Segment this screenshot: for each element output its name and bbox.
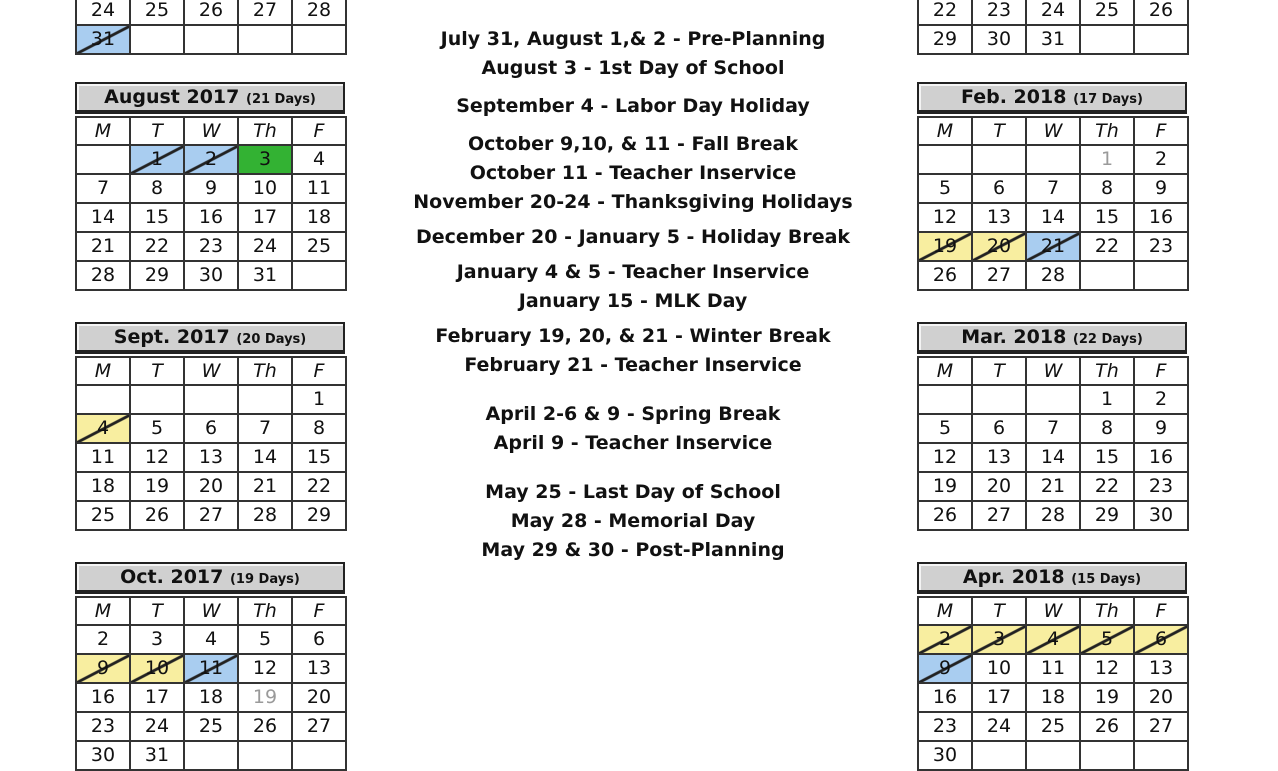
weekday-label: Th — [238, 597, 292, 625]
day-cell: 10 — [972, 654, 1026, 683]
school-days-count: (20 Days) — [236, 332, 307, 347]
day-cell: 8 — [1080, 414, 1134, 443]
day-cell: 27 — [238, 0, 292, 25]
day-cell: 25 — [76, 501, 130, 530]
day-cell: 19 — [1080, 683, 1134, 712]
event-item: February 21 - Teacher Inservice — [464, 354, 802, 376]
event-item: January 4 & 5 - Teacher Inservice — [456, 261, 810, 283]
day-cell: 20 — [292, 683, 346, 712]
day-cell: 24 — [972, 712, 1026, 741]
day-cell: 26 — [918, 261, 972, 290]
day-cell: 28 — [1026, 501, 1080, 530]
weekday-header-row — [918, 117, 1188, 145]
day-cell: 27 — [292, 712, 346, 741]
day-cell: 28 — [1026, 261, 1080, 290]
calendar-grid — [917, 0, 1189, 55]
event-spacer — [375, 458, 891, 478]
weekday-header-row — [76, 357, 346, 385]
weekday-header-row — [76, 117, 346, 145]
weekday-label: F — [292, 357, 346, 385]
empty-day-cell — [292, 741, 346, 770]
week-row — [918, 145, 1188, 174]
calendar-april-2018 — [917, 562, 1187, 771]
day-cell: 24 — [1026, 0, 1080, 25]
weekday-label: F — [292, 597, 346, 625]
empty-day-cell — [184, 385, 238, 414]
week-row — [918, 712, 1188, 741]
day-cell: 17 — [972, 683, 1026, 712]
calendar-march-2018 — [917, 322, 1187, 531]
day-cell: 19 — [918, 472, 972, 501]
day-cell: 29 — [292, 501, 346, 530]
day-cell: 5 — [1080, 625, 1134, 654]
day-cell: 9 — [1134, 414, 1188, 443]
calendar-july-2017-fragment — [75, 0, 345, 55]
day-cell: 18 — [76, 472, 130, 501]
day-cell: 21 — [238, 472, 292, 501]
day-cell: 12 — [918, 443, 972, 472]
day-cell: 26 — [918, 501, 972, 530]
month-name: Oct. 2017 — [120, 566, 224, 588]
day-cell: 31 — [1026, 25, 1080, 54]
weekday-label: F — [1134, 117, 1188, 145]
day-cell: 10 — [130, 654, 184, 683]
event-item: July 31, August 1,& 2 - Pre-Planning — [440, 28, 826, 50]
day-cell: 25 — [1026, 712, 1080, 741]
day-cell: 13 — [972, 203, 1026, 232]
weekday-label: M — [76, 357, 130, 385]
day-cell: 18 — [1026, 683, 1080, 712]
weekday-label: W — [184, 117, 238, 145]
calendar-grid — [917, 116, 1189, 291]
week-row — [918, 0, 1188, 25]
weekday-label: W — [1026, 117, 1080, 145]
day-cell: 3 — [130, 625, 184, 654]
day-cell: 25 — [130, 0, 184, 25]
week-row — [76, 654, 346, 683]
day-cell: 21 — [1026, 232, 1080, 261]
day-cell: 4 — [292, 145, 346, 174]
event-item: September 4 - Labor Day Holiday — [456, 95, 810, 117]
day-cell: 8 — [130, 174, 184, 203]
day-cell: 24 — [238, 232, 292, 261]
month-name: August 2017 — [104, 86, 240, 108]
day-cell: 23 — [76, 712, 130, 741]
week-row — [76, 0, 346, 25]
school-days-count: (21 Days) — [246, 92, 316, 107]
day-cell: 6 — [972, 174, 1026, 203]
weekday-header-row — [918, 597, 1188, 625]
day-cell: 25 — [292, 232, 346, 261]
day-cell: 7 — [1026, 414, 1080, 443]
event-item: August 3 - 1st Day of School — [481, 57, 785, 79]
empty-day-cell — [972, 145, 1026, 174]
week-row — [76, 472, 346, 501]
day-cell: 20 — [972, 232, 1026, 261]
week-row — [76, 203, 346, 232]
week-row — [76, 683, 346, 712]
week-row — [918, 625, 1188, 654]
day-cell: 16 — [1134, 443, 1188, 472]
day-cell: 1 — [130, 145, 184, 174]
day-cell: 1 — [1080, 385, 1134, 414]
day-cell: 27 — [1134, 712, 1188, 741]
day-cell: 24 — [130, 712, 184, 741]
day-cell: 20 — [184, 472, 238, 501]
day-cell: 28 — [238, 501, 292, 530]
day-cell: 4 — [1026, 625, 1080, 654]
event-spacer — [375, 83, 891, 92]
day-cell: 16 — [76, 683, 130, 712]
day-cell: 2 — [184, 145, 238, 174]
day-cell: 23 — [184, 232, 238, 261]
empty-day-cell — [292, 261, 346, 290]
weekday-label: W — [184, 597, 238, 625]
day-cell: 7 — [76, 174, 130, 203]
calendar-september-2017 — [75, 322, 345, 531]
weekday-label: M — [918, 117, 972, 145]
day-cell: 19 — [130, 472, 184, 501]
event-item: February 19, 20, & 21 - Winter Break — [435, 325, 831, 347]
day-cell: 13 — [184, 443, 238, 472]
week-row — [918, 472, 1188, 501]
empty-day-cell — [238, 385, 292, 414]
week-row — [76, 414, 346, 443]
day-cell: 20 — [1134, 683, 1188, 712]
weekday-label: F — [1134, 357, 1188, 385]
day-cell: 14 — [76, 203, 130, 232]
event-item: May 29 & 30 - Post-Planning — [481, 539, 785, 561]
day-cell: 12 — [918, 203, 972, 232]
empty-day-cell — [1026, 741, 1080, 770]
empty-day-cell — [972, 385, 1026, 414]
day-cell: 18 — [184, 683, 238, 712]
day-cell: 13 — [1134, 654, 1188, 683]
day-cell: 22 — [1080, 472, 1134, 501]
day-cell: 9 — [184, 174, 238, 203]
day-cell: 16 — [918, 683, 972, 712]
weekday-label: W — [184, 357, 238, 385]
day-cell: 29 — [130, 261, 184, 290]
empty-day-cell — [1026, 385, 1080, 414]
empty-day-cell — [1080, 25, 1134, 54]
empty-day-cell — [1134, 25, 1188, 54]
day-cell: 14 — [238, 443, 292, 472]
day-cell: 27 — [972, 501, 1026, 530]
week-row — [918, 741, 1188, 770]
day-cell: 19 — [918, 232, 972, 261]
weekday-label: T — [972, 597, 1026, 625]
day-cell: 6 — [1134, 625, 1188, 654]
day-cell: 8 — [292, 414, 346, 443]
weekday-label: Th — [1080, 357, 1134, 385]
event-item: May 28 - Memorial Day — [510, 510, 756, 532]
calendar-february-2018 — [917, 82, 1187, 291]
event-item: April 2-6 & 9 - Spring Break — [485, 403, 781, 425]
day-cell: 22 — [918, 0, 972, 25]
day-cell: 13 — [972, 443, 1026, 472]
day-cell: 29 — [1080, 501, 1134, 530]
calendar-january-2018-fragment — [917, 0, 1187, 55]
month-name: Apr. 2018 — [962, 566, 1065, 588]
week-row — [918, 261, 1188, 290]
day-cell: 2 — [76, 625, 130, 654]
empty-day-cell — [76, 145, 130, 174]
empty-day-cell — [184, 741, 238, 770]
day-cell: 11 — [292, 174, 346, 203]
day-cell: 26 — [130, 501, 184, 530]
empty-day-cell — [130, 25, 184, 54]
month-title — [917, 82, 1187, 114]
week-row — [918, 25, 1188, 54]
day-cell: 9 — [76, 654, 130, 683]
week-row — [76, 261, 346, 290]
important-dates-list — [375, 25, 891, 565]
weekday-label: T — [130, 357, 184, 385]
day-cell: 5 — [238, 625, 292, 654]
weekday-header-row — [76, 597, 346, 625]
day-cell: 30 — [184, 261, 238, 290]
day-cell: 26 — [1080, 712, 1134, 741]
day-cell: 10 — [238, 174, 292, 203]
weekday-label: T — [972, 117, 1026, 145]
event-item: October 11 - Teacher Inservice — [469, 162, 797, 184]
day-cell: 5 — [130, 414, 184, 443]
day-cell: 16 — [1134, 203, 1188, 232]
day-cell: 15 — [1080, 203, 1134, 232]
day-cell: 30 — [918, 741, 972, 770]
day-cell: 11 — [1026, 654, 1080, 683]
week-row — [918, 654, 1188, 683]
week-row — [918, 501, 1188, 530]
day-cell: 17 — [238, 203, 292, 232]
day-cell: 12 — [130, 443, 184, 472]
week-row — [76, 741, 346, 770]
weekday-label: T — [130, 117, 184, 145]
day-cell: 26 — [1134, 0, 1188, 25]
empty-day-cell — [1080, 741, 1134, 770]
day-cell: 4 — [184, 625, 238, 654]
week-row — [76, 443, 346, 472]
day-cell: 8 — [1080, 174, 1134, 203]
week-row — [918, 232, 1188, 261]
day-cell: 1 — [292, 385, 346, 414]
empty-day-cell — [972, 741, 1026, 770]
empty-day-cell — [184, 25, 238, 54]
day-cell: 23 — [1134, 232, 1188, 261]
day-cell: 26 — [238, 712, 292, 741]
day-cell: 29 — [918, 25, 972, 54]
day-cell: 31 — [76, 25, 130, 54]
day-cell: 28 — [76, 261, 130, 290]
month-title — [917, 322, 1187, 354]
month-name: Mar. 2018 — [961, 326, 1067, 348]
week-row — [76, 145, 346, 174]
day-cell: 9 — [918, 654, 972, 683]
weekday-label: Th — [1080, 597, 1134, 625]
empty-day-cell — [918, 385, 972, 414]
empty-day-cell — [1134, 261, 1188, 290]
month-name: Feb. 2018 — [961, 86, 1067, 108]
day-cell: 27 — [972, 261, 1026, 290]
week-row — [76, 712, 346, 741]
day-cell: 11 — [184, 654, 238, 683]
day-cell: 2 — [1134, 145, 1188, 174]
calendar-august-2017 — [75, 82, 345, 291]
weekday-label: T — [130, 597, 184, 625]
day-cell: 21 — [76, 232, 130, 261]
calendar-grid — [75, 116, 347, 291]
day-cell: 5 — [918, 174, 972, 203]
day-cell: 21 — [1026, 472, 1080, 501]
day-cell: 9 — [1134, 174, 1188, 203]
week-row — [918, 414, 1188, 443]
event-item: May 25 - Last Day of School — [485, 481, 781, 503]
weekday-label: W — [1026, 357, 1080, 385]
day-cell: 6 — [972, 414, 1026, 443]
calendar-grid — [917, 356, 1189, 531]
day-cell: 31 — [238, 261, 292, 290]
school-days-count: (15 Days) — [1071, 572, 1142, 587]
day-cell: 27 — [184, 501, 238, 530]
empty-day-cell — [238, 25, 292, 54]
weekday-label: M — [76, 117, 130, 145]
empty-day-cell — [292, 25, 346, 54]
day-cell: 19 — [238, 683, 292, 712]
day-cell: 2 — [918, 625, 972, 654]
weekday-label: M — [918, 597, 972, 625]
event-item: April 9 - Teacher Inservice — [493, 432, 773, 454]
weekday-label: Th — [238, 357, 292, 385]
week-row — [76, 625, 346, 654]
weekday-label: M — [918, 357, 972, 385]
weekday-label: W — [1026, 597, 1080, 625]
event-item: January 15 - MLK Day — [518, 290, 748, 312]
event-item: November 20-24 - Thanksgiving Holidays — [413, 191, 853, 213]
empty-day-cell — [130, 385, 184, 414]
day-cell: 5 — [918, 414, 972, 443]
day-cell: 6 — [292, 625, 346, 654]
day-cell: 22 — [292, 472, 346, 501]
day-cell: 1 — [1080, 145, 1134, 174]
weekday-label: Th — [1080, 117, 1134, 145]
weekday-label: T — [972, 357, 1026, 385]
day-cell: 17 — [130, 683, 184, 712]
week-row — [76, 385, 346, 414]
calendar-grid — [75, 0, 347, 55]
week-row — [918, 443, 1188, 472]
weekday-label: M — [76, 597, 130, 625]
day-cell: 31 — [130, 741, 184, 770]
school-days-count: (22 Days) — [1072, 332, 1143, 347]
day-cell: 12 — [238, 654, 292, 683]
day-cell: 15 — [292, 443, 346, 472]
day-cell: 12 — [1080, 654, 1134, 683]
calendar-grid — [75, 596, 347, 771]
day-cell: 13 — [292, 654, 346, 683]
week-row — [918, 174, 1188, 203]
day-cell: 7 — [238, 414, 292, 443]
weekday-label: F — [292, 117, 346, 145]
day-cell: 2 — [1134, 385, 1188, 414]
event-item: December 20 - January 5 - Holiday Break — [415, 226, 851, 248]
week-row — [76, 232, 346, 261]
day-cell: 28 — [292, 0, 346, 25]
empty-day-cell — [1026, 145, 1080, 174]
day-cell: 14 — [1026, 203, 1080, 232]
day-cell: 25 — [184, 712, 238, 741]
empty-day-cell — [238, 741, 292, 770]
week-row — [76, 25, 346, 54]
month-title — [75, 562, 345, 594]
week-row — [918, 385, 1188, 414]
week-row — [918, 203, 1188, 232]
empty-day-cell — [1134, 741, 1188, 770]
school-days-count: (19 Days) — [229, 572, 300, 587]
event-spacer — [375, 121, 891, 130]
day-cell: 30 — [972, 25, 1026, 54]
day-cell: 23 — [972, 0, 1026, 25]
day-cell: 25 — [1080, 0, 1134, 25]
day-cell: 26 — [184, 0, 238, 25]
day-cell: 3 — [238, 145, 292, 174]
day-cell: 30 — [1134, 501, 1188, 530]
day-cell: 23 — [1134, 472, 1188, 501]
day-cell: 30 — [76, 741, 130, 770]
day-cell: 3 — [972, 625, 1026, 654]
school-days-count: (17 Days) — [1073, 92, 1143, 107]
week-row — [76, 174, 346, 203]
event-item: October 9,10, & 11 - Fall Break — [468, 133, 798, 155]
month-name: Sept. 2017 — [113, 326, 230, 348]
day-cell: 16 — [184, 203, 238, 232]
day-cell: 15 — [1080, 443, 1134, 472]
weekday-header-row — [918, 357, 1188, 385]
calendar-grid — [75, 356, 347, 531]
calendar-grid — [917, 596, 1189, 771]
event-spacer — [375, 380, 891, 400]
day-cell: 24 — [76, 0, 130, 25]
week-row — [918, 683, 1188, 712]
month-title — [917, 562, 1187, 594]
day-cell: 15 — [130, 203, 184, 232]
month-title — [75, 82, 345, 114]
empty-day-cell — [76, 385, 130, 414]
day-cell: 20 — [972, 472, 1026, 501]
calendar-october-2017 — [75, 562, 345, 771]
weekday-label: Th — [238, 117, 292, 145]
day-cell: 14 — [1026, 443, 1080, 472]
empty-day-cell — [1080, 261, 1134, 290]
empty-day-cell — [918, 145, 972, 174]
day-cell: 22 — [130, 232, 184, 261]
weekday-label: F — [1134, 597, 1188, 625]
month-title — [75, 322, 345, 354]
day-cell: 18 — [292, 203, 346, 232]
day-cell: 11 — [76, 443, 130, 472]
day-cell: 6 — [184, 414, 238, 443]
day-cell: 22 — [1080, 232, 1134, 261]
day-cell: 23 — [918, 712, 972, 741]
day-cell: 7 — [1026, 174, 1080, 203]
day-cell: 4 — [76, 414, 130, 443]
week-row — [76, 501, 346, 530]
